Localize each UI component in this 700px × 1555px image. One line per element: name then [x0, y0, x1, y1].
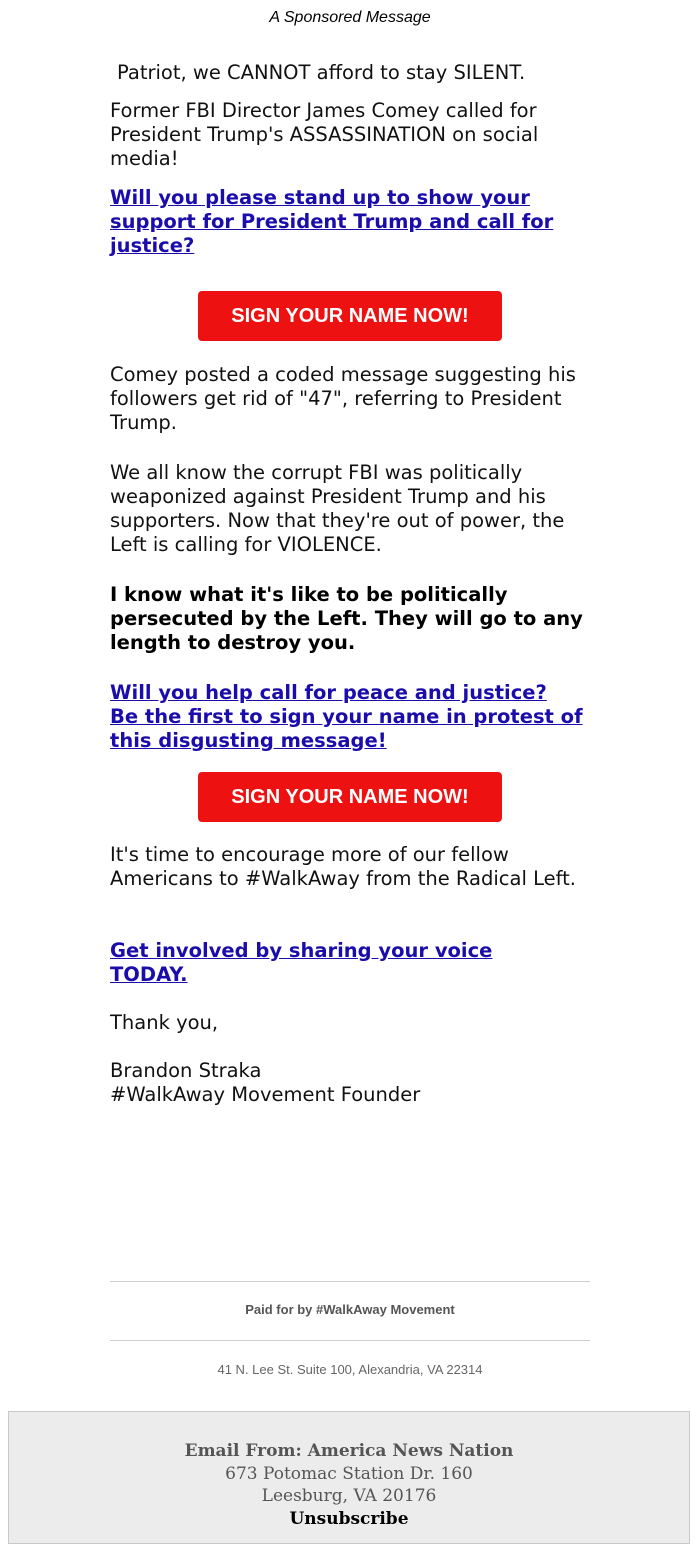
footer-email-from: Email From: America News Nation [184, 1441, 514, 1461]
footer-address-line-1: 673 Potomac Station Dr. 160 [225, 1463, 473, 1484]
paid-for-disclaimer: Paid for by #WalkAway Movement [245, 1302, 455, 1317]
sign-your-name-button-bottom[interactable]: SIGN YOUR NAME NOW! [198, 772, 502, 822]
peace-and-justice-link-line[interactable]: this disgusting message! [110, 729, 387, 752]
get-involved-link[interactable] [110, 939, 592, 987]
disclaimer-address: 41 N. Lee St. Suite 100, Alexandria, VA 22314 [217, 1362, 483, 1377]
support-trump-link-line[interactable]: support for President Trump and call for [110, 210, 554, 233]
unsubscribe-link[interactable]: Unsubscribe [289, 1508, 409, 1529]
paragraph-walkaway: It's time to encourage more of our fellow Americans to #WalkAway from the Radical Left. [110, 843, 576, 890]
paragraph-coded-message: Comey posted a coded message suggesting his followers get rid of "47", referring to President Trump. [110, 363, 576, 434]
peace-and-justice-link-line[interactable]: Will you help call for peace and justice? [110, 681, 547, 704]
divider-bottom [110, 1340, 590, 1341]
signature-block [110, 1059, 592, 1107]
support-trump-link-line[interactable]: Will you please stand up to show your [110, 186, 530, 209]
opening-line: Patriot, we CANNOT afford to stay SILENT. [117, 61, 526, 84]
support-trump-link[interactable] [110, 186, 592, 258]
divider-top [110, 1281, 590, 1282]
get-involved-link-line[interactable]: Get involved by sharing your voice [110, 939, 493, 962]
support-trump-link-line[interactable]: justice? [110, 234, 195, 257]
paragraph-persecuted: I know what it's like to be politically persecuted by the Left. They will go to any length to destroy you. [110, 583, 583, 654]
paragraph-comey-assassination: Former FBI Director James Comey called for President Trump's ASSASSINATION on social media! [110, 99, 539, 170]
footer-address-line-2: Leesburg, VA 20176 [261, 1486, 437, 1506]
email-footer [8, 1411, 690, 1544]
get-involved-link-line[interactable]: TODAY. [110, 963, 188, 986]
peace-and-justice-link[interactable] [110, 681, 592, 753]
paragraph-corrupt-fbi: We all know the corrupt FBI was politically weaponized against President Trump and his supporters. Now that they're out of power, the Left is calling for VIOLENCE. [110, 461, 565, 556]
sponsored-message-label: A Sponsored Message [269, 9, 431, 26]
signature-title: #WalkAway Movement Founder [110, 1083, 421, 1106]
peace-and-justice-link-line[interactable]: Be the first to sign your name in protest of [110, 705, 583, 728]
sign-your-name-button-top[interactable]: SIGN YOUR NAME NOW! [198, 291, 502, 341]
closing-thank-you: Thank you, [110, 1011, 219, 1034]
signature-name: Brandon Straka [110, 1059, 262, 1082]
